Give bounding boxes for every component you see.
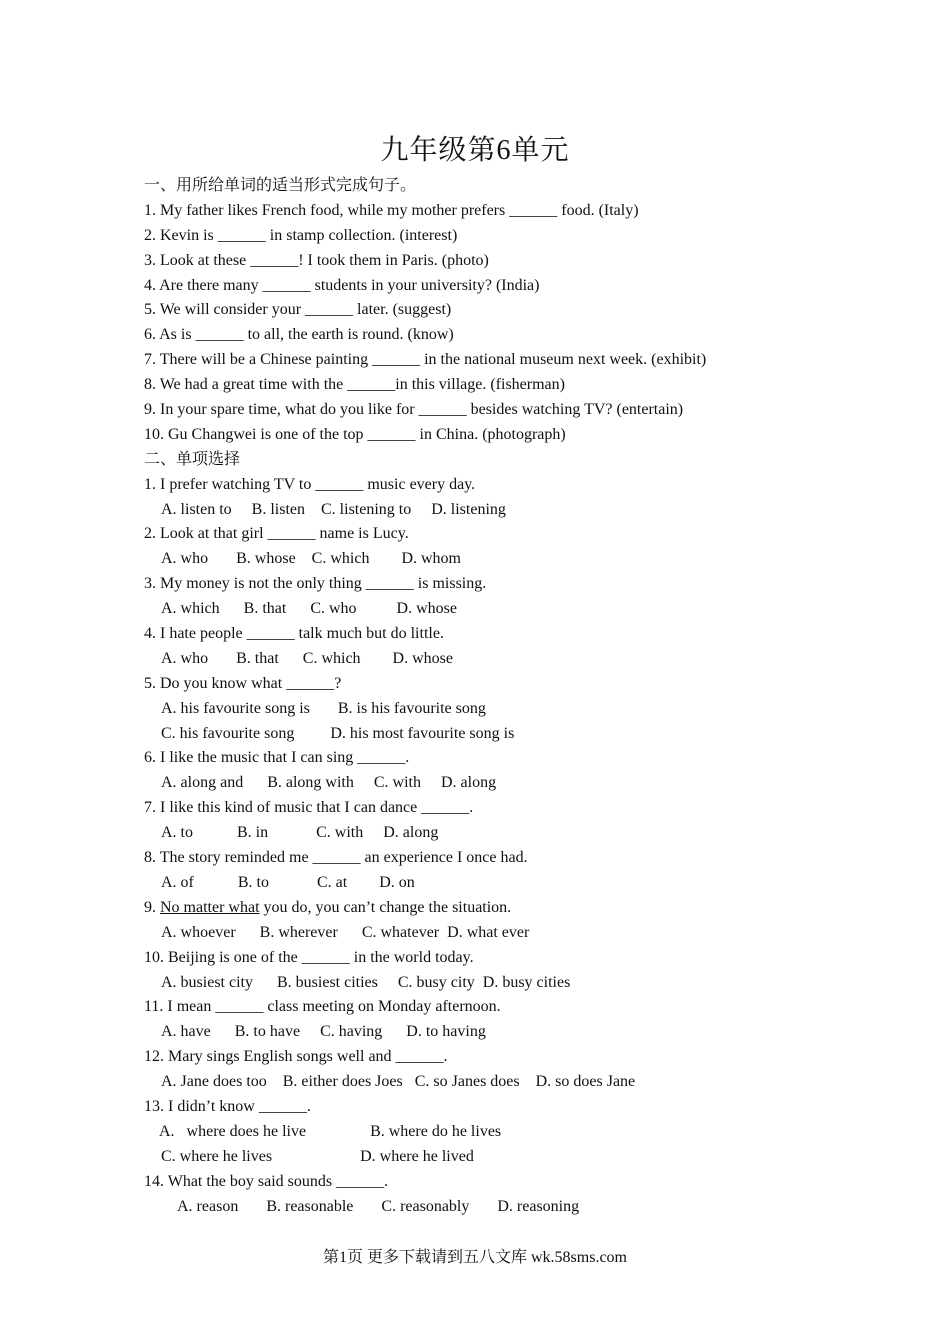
question-13-options-row2: C. where he lives D. where he lived xyxy=(161,1147,474,1165)
question-12-stem: 12. Mary sings English songs well and ______. xyxy=(144,1048,448,1066)
question-5-options-row2: C. his favourite song D. his most favourite song is xyxy=(161,724,515,742)
question-13-stem: 13. I didn’t know ______. xyxy=(144,1097,311,1115)
question-11-options: A. have B. to have C. having D. to having xyxy=(161,1023,486,1041)
question-9-underlined-phrase: No matter what xyxy=(160,898,260,916)
fill-item-6: 6. As is ______ to all, the earth is round. (know) xyxy=(144,326,454,344)
question-5-stem: 5. Do you know what ______? xyxy=(144,674,342,692)
question-14-stem: 14. What the boy said sounds ______. xyxy=(144,1172,389,1190)
question-6-options: A. along and B. along with C. with D. along xyxy=(161,774,497,792)
question-9-options: A. whoever B. wherever C. whatever D. what ever xyxy=(161,923,530,941)
question-3-options: A. which B. that C. who D. whose xyxy=(161,600,457,618)
fill-item-4: 4. Are there many ______ students in your university? (India) xyxy=(144,276,540,294)
fill-item-8: 8. We had a great time with the ______in this village. (fisherman) xyxy=(144,376,565,394)
fill-item-9: 9. In your spare time, what do you like for ______ besides watching TV? (entertain) xyxy=(144,401,684,419)
question-8-options: A. of B. to C. at D. on xyxy=(161,873,415,891)
section2-heading: 二、单项选择 xyxy=(144,450,241,468)
question-13-options-row1: A. where does he live B. where do he lives xyxy=(159,1122,502,1140)
question-14-options: A. reason B. reasonable C. reasonably D. reasoning xyxy=(177,1197,580,1215)
section1-heading: 一、用所给单词的适当形式完成句子。 xyxy=(144,177,417,194)
fill-item-7: 7. There will be a Chinese painting ______ in the national museum next week. (exhibit) xyxy=(144,351,707,369)
question-9-stem xyxy=(144,896,804,921)
page-footer: 第1页 更多下载请到五八文库 wk.58sms.com xyxy=(322,1249,627,1266)
question-6-stem: 6. I like the music that I can sing ______. xyxy=(144,749,410,767)
question-8-stem: 8. The story reminded me ______ an experience I once had. xyxy=(144,849,528,867)
question-10-options: A. busiest city B. busiest cities C. busy city D. busy cities xyxy=(161,973,571,991)
question-5-options-row1: A. his favourite song is B. is his favourite song xyxy=(161,699,486,717)
page-title: 九年级第6单元 xyxy=(380,135,570,166)
question-1-stem: 1. I prefer watching TV to ______ music every day. xyxy=(144,475,476,493)
question-3-stem: 3. My money is not the only thing ______ is missing. xyxy=(144,575,487,593)
fill-item-3: 3. Look at these ______! I took them in Paris. (photo) xyxy=(144,251,489,269)
question-10-stem: 10. Beijing is one of the ______ in the world today. xyxy=(144,948,474,966)
question-7-options: A. to B. in C. with D. along xyxy=(161,824,439,842)
fill-item-10: 10. Gu Changwei is one of the top ______ in China. (photograph) xyxy=(144,425,566,443)
question-4-options: A. who B. that C. which D. whose xyxy=(161,649,453,667)
fill-item-1: 1. My father likes French food, while my mother prefers ______ food. (Italy) xyxy=(144,201,639,219)
question-11-stem: 11. I mean ______ class meeting on Monday afternoon. xyxy=(144,998,501,1016)
question-4-stem: 4. I hate people ______ talk much but do little. xyxy=(144,625,444,643)
question-7-stem: 7. I like this kind of music that I can dance ______. xyxy=(144,799,474,817)
question-2-options: A. who B. whose C. which D. whom xyxy=(161,550,461,568)
question-1-options: A. listen to B. listen C. listening to D. listening xyxy=(161,500,506,518)
fill-item-5: 5. We will consider your ______ later. (suggest) xyxy=(144,301,452,319)
question-12-options: A. Jane does too B. either does Joes C. so Janes does D. so does Jane xyxy=(161,1073,636,1091)
document-body xyxy=(144,174,804,1219)
question-9-rest: you do, you can’t change the situation. xyxy=(259,898,512,916)
fill-item-2: 2. Kevin is ______ in stamp collection. (interest) xyxy=(144,226,458,244)
question-9-number: 9. xyxy=(144,898,160,916)
question-2-stem: 2. Look at that girl ______ name is Lucy. xyxy=(144,525,409,543)
